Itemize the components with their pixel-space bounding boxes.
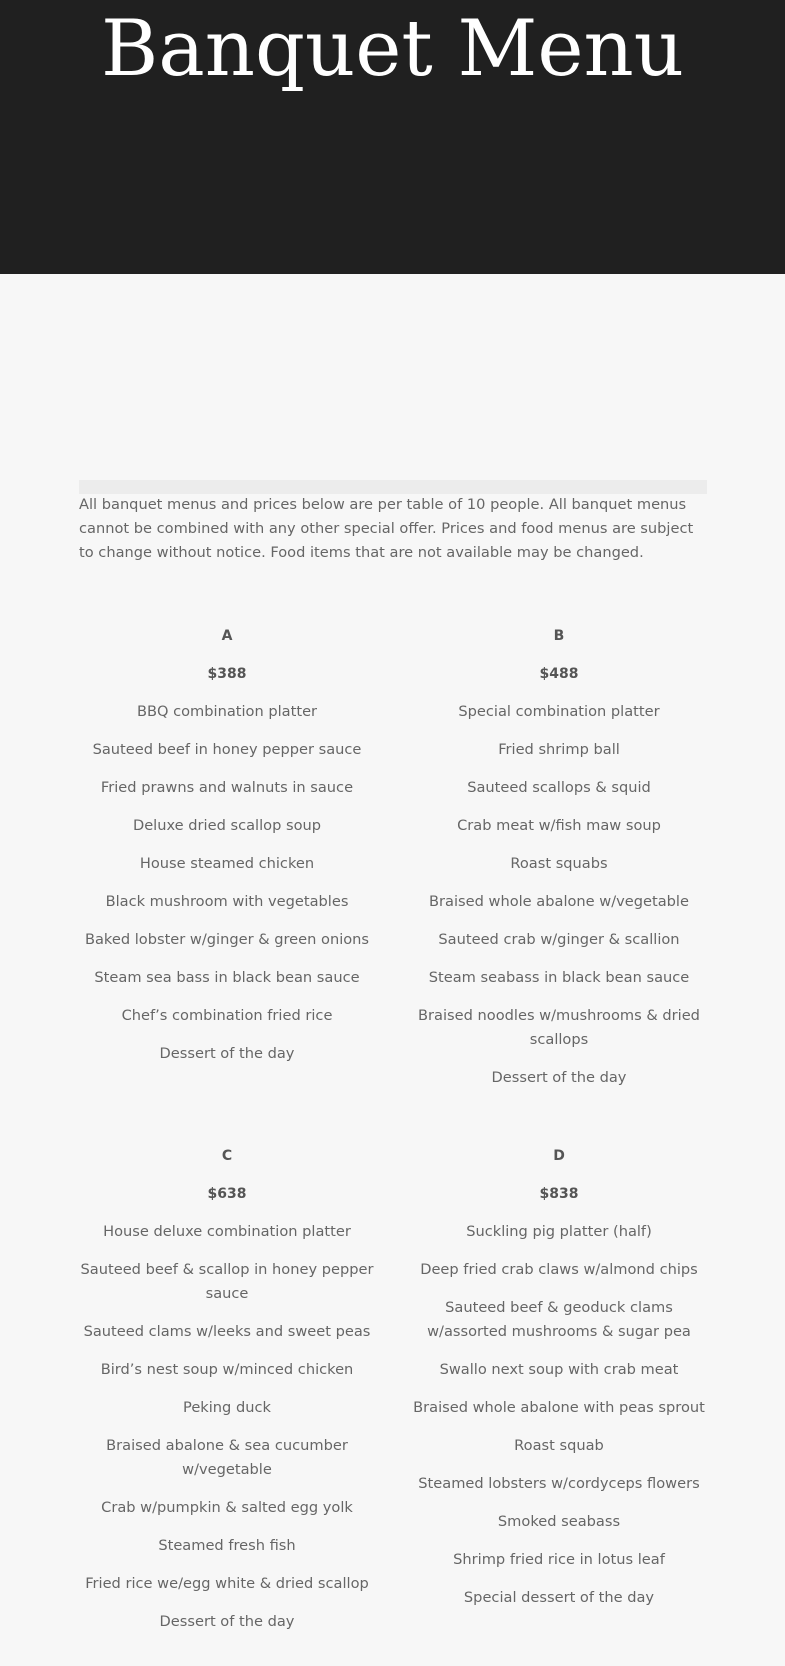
menu-price: $488 — [539, 666, 579, 682]
menu-item: Deluxe dried scallop soup — [132, 817, 322, 834]
menu-item: Fried shrimp ball — [498, 741, 620, 758]
menu-letter: B — [553, 628, 565, 644]
menu-item: House deluxe combination platter — [103, 1223, 351, 1240]
menu-item: Steamed lobsters w/cordyceps flowers — [418, 1475, 700, 1492]
page-title: Banquet Menu — [100, 4, 685, 94]
menu-item: Crab w/pumpkin & salted egg yolk — [101, 1499, 353, 1516]
menu-letter: D — [553, 1148, 565, 1164]
menu-item: Sauteed beef & geoduck clams w/assorted mushrooms & sugar pea — [427, 1299, 691, 1340]
menu-item: Dessert of the day — [491, 1069, 627, 1086]
menu-item: Sauteed clams w/leeks and sweet peas — [83, 1323, 371, 1340]
menu-item: Special combination platter — [458, 703, 660, 720]
menu-item: Braised whole abalone with peas sprout — [413, 1399, 705, 1416]
menu-item: Braised noodles w/mushrooms & dried scallops — [418, 1007, 700, 1048]
menu-item: Suckling pig platter (half) — [466, 1223, 652, 1240]
menu-item-list — [79, 700, 375, 1066]
menu-item: Fried rice we/egg white & dried scallop — [85, 1575, 369, 1592]
menu-item: Shrimp fried rice in lotus leaf — [453, 1551, 665, 1568]
menu-item: House steamed chicken — [139, 855, 315, 872]
menu-item-list — [411, 700, 707, 1090]
menu-grid — [79, 624, 743, 1648]
menu-b — [411, 624, 707, 1104]
menu-item: Sauteed beef in honey pepper sauce — [92, 741, 362, 758]
menu-item: Special dessert of the day — [463, 1589, 655, 1606]
menu-item: Chef’s combination fried rice — [121, 1007, 333, 1024]
menu-item: Crab meat w/fish maw soup — [457, 817, 661, 834]
menu-item: Black mushroom with vegetables — [105, 893, 349, 910]
menu-item: Steam seabass in black bean sauce — [428, 969, 690, 986]
menu-item: Peking duck — [183, 1399, 271, 1416]
divider-bar — [79, 480, 707, 494]
menu-item: Swallo next soup with crab meat — [439, 1361, 679, 1378]
menu-price: $638 — [207, 1186, 247, 1202]
menu-item: Bird’s nest soup w/minced chicken — [100, 1361, 354, 1378]
menu-letter: C — [221, 1148, 233, 1164]
menu-item: Deep fried crab claws w/almond chips — [420, 1261, 698, 1278]
menu-item: Smoked seabass — [497, 1513, 621, 1530]
intro-text: All banquet menus and prices below are per table of 10 people. All banquet menus cannot be combined with any other special offer. Prices and food menus are subject to change without notice. Food items that are not available may be changed. — [79, 496, 694, 561]
menu-price: $388 — [207, 666, 247, 682]
menu-item: Steam sea bass in black bean sauce — [94, 969, 360, 986]
menu-letter: A — [221, 628, 233, 644]
menu-item: Sauteed crab w/ginger & scallion — [438, 931, 680, 948]
menu-item: Roast squabs — [510, 855, 608, 872]
menu-d — [411, 1144, 707, 1648]
menu-item: Baked lobster w/ginger & green onions — [84, 931, 370, 948]
menu-item: Roast squab — [514, 1437, 604, 1454]
menu-item: BBQ combination platter — [136, 703, 318, 720]
menu-item-list — [411, 1220, 707, 1610]
menu-item: Braised whole abalone w/vegetable — [429, 893, 689, 910]
menu-item-list — [79, 1220, 375, 1634]
menu-c — [79, 1144, 375, 1648]
menu-item: Dessert of the day — [159, 1045, 295, 1062]
menu-item: Braised abalone & sea cucumber w/vegetable — [106, 1437, 348, 1478]
menu-item: Fried prawns and walnuts in sauce — [100, 779, 354, 796]
menu-item: Sauteed beef & scallop in honey pepper sauce — [80, 1261, 374, 1302]
menu-item: Dessert of the day — [159, 1613, 295, 1630]
menu-a — [79, 624, 375, 1104]
hero-banner — [0, 0, 785, 274]
menu-item: Sauteed scallops & squid — [467, 779, 651, 796]
main-content — [0, 274, 785, 1666]
menu-item: Steamed fresh fish — [158, 1537, 296, 1554]
menu-price: $838 — [539, 1186, 579, 1202]
